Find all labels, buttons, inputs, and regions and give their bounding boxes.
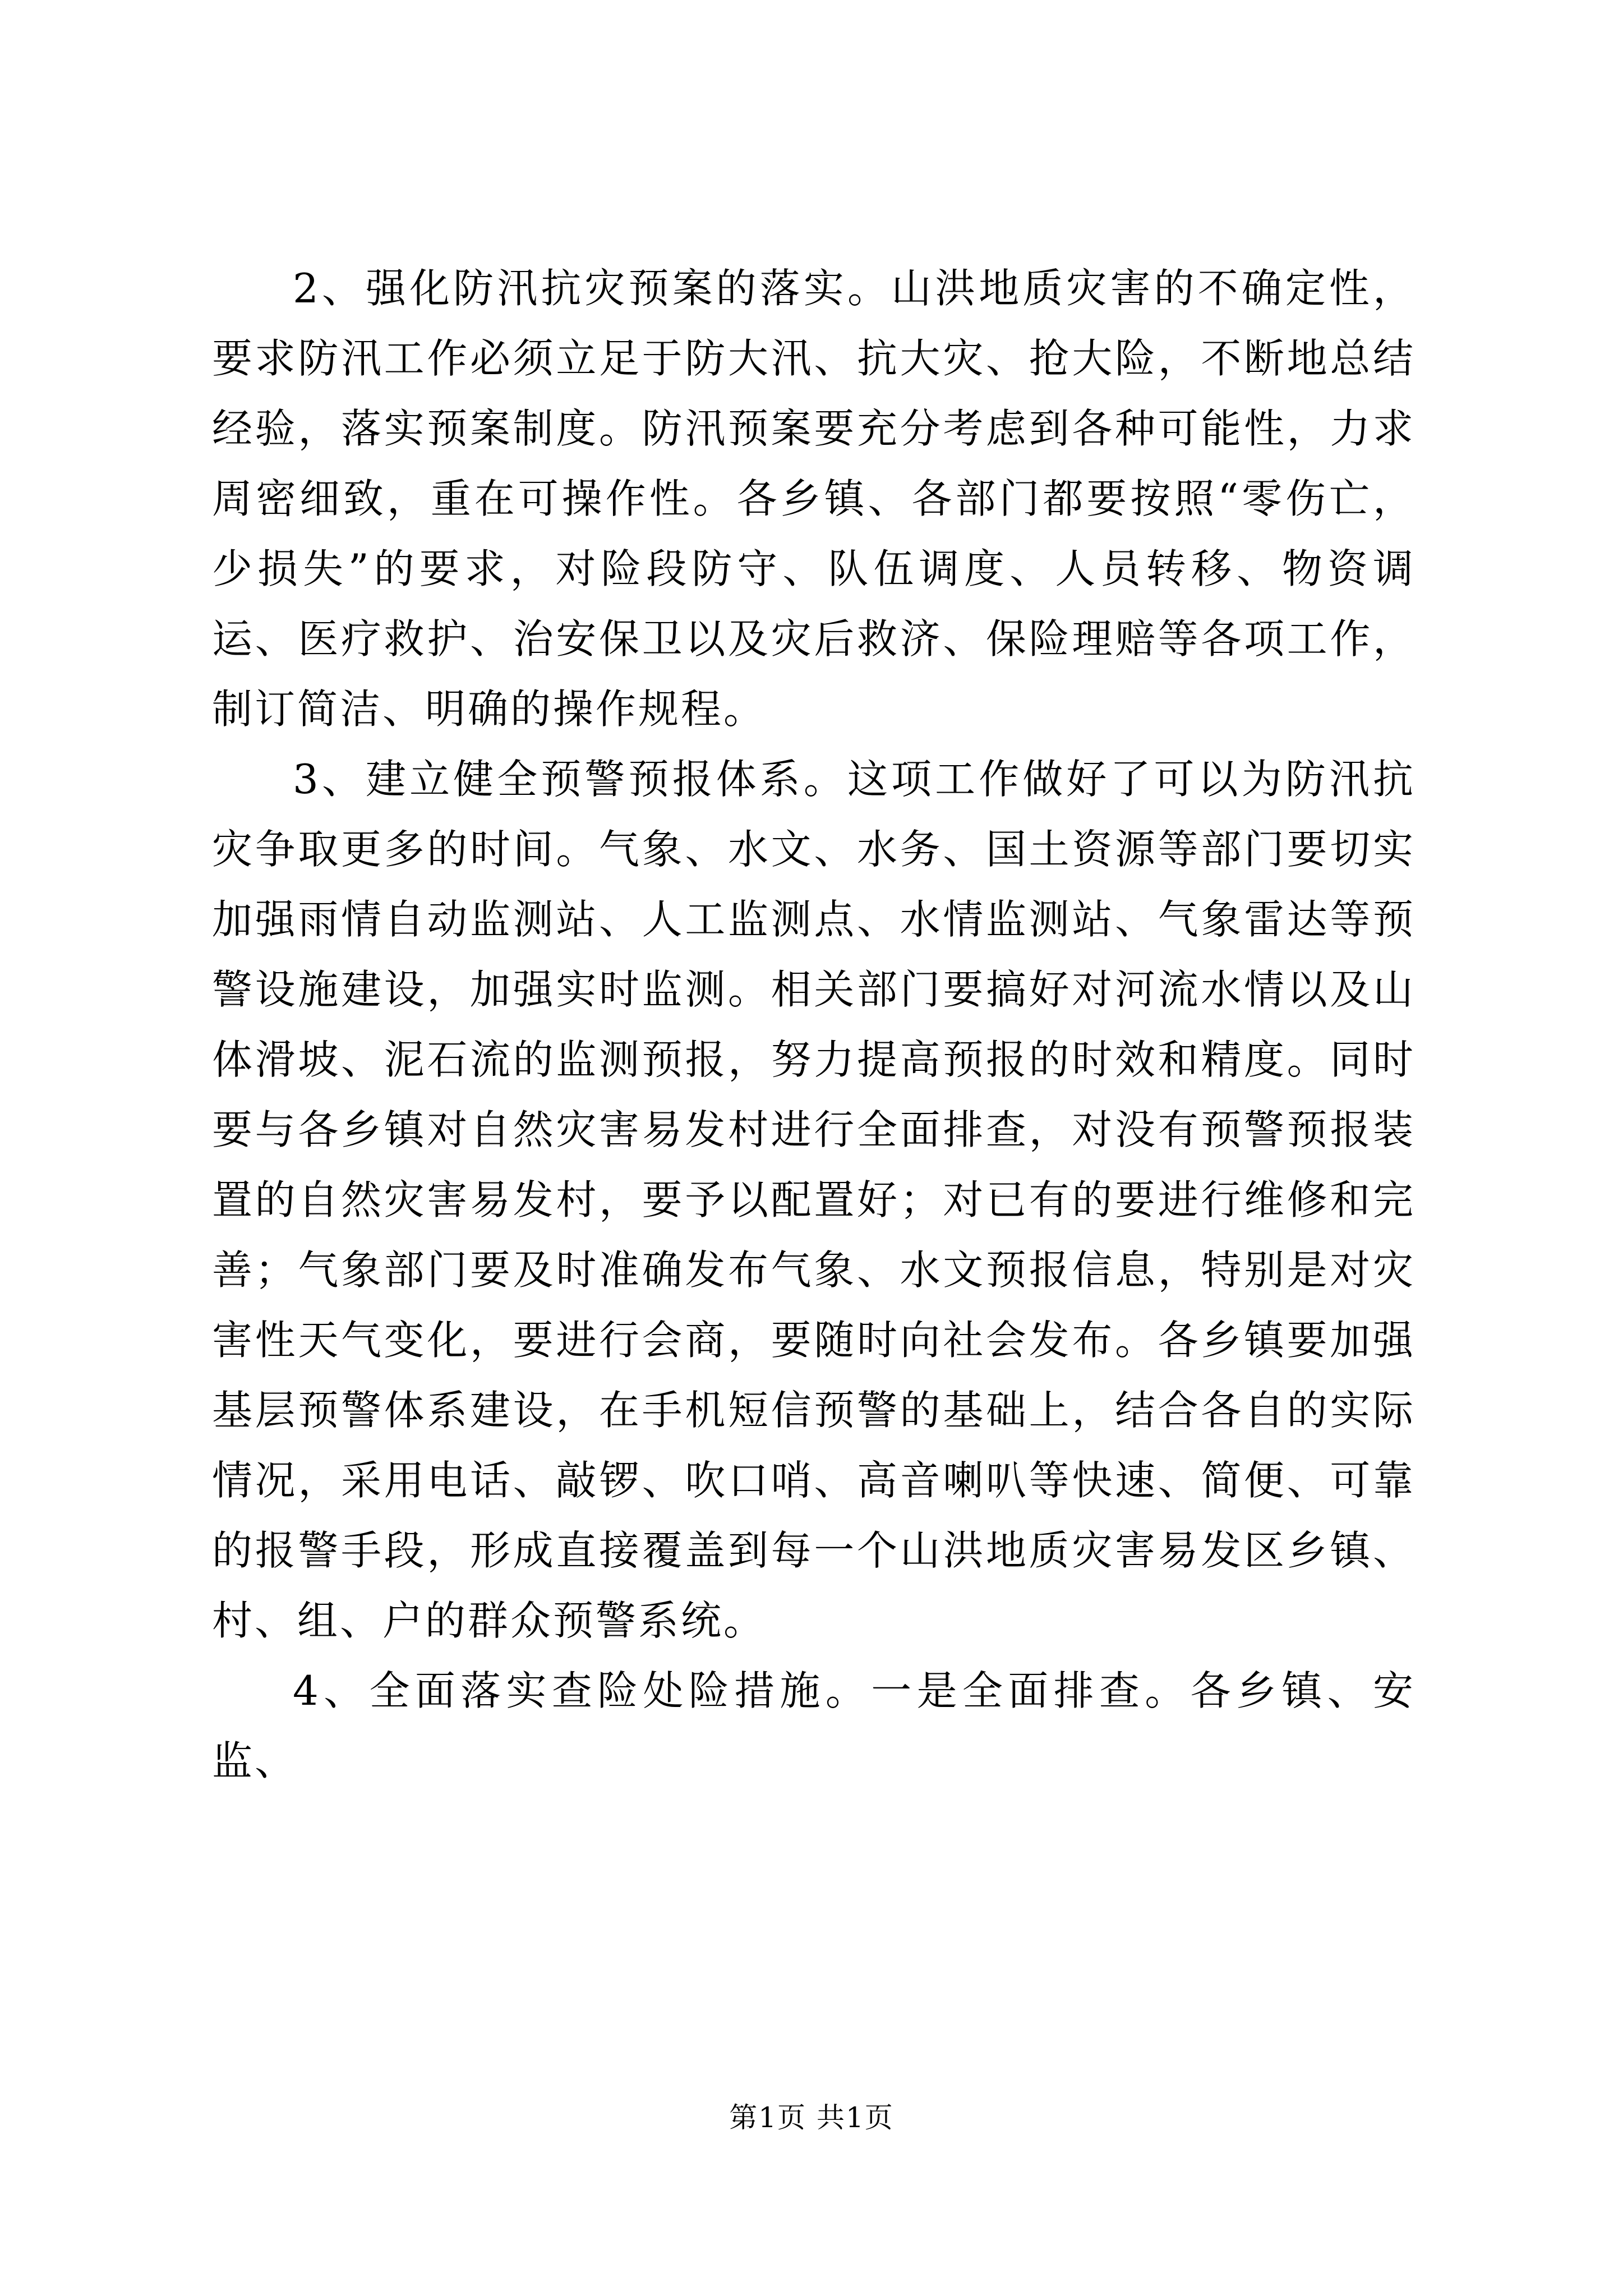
page-footer: 第1页 共1页 <box>729 2101 894 2134</box>
paragraph-2-flood-plan: 2、强化防汛抗灾预案的落实。山洪地质灾害的不确定性，要求防汛工作必须立足于防大汛、抗大灾、抢大险，不断地总结经验，落实预案制度。防汛预案要充分考虑到各种可能性，力求周密细致，重在可操作性。各乡镇、各部门都要按照“零伤亡，少损失”的要求，对险段防守、队伍调度、人员转移、物资调运、医疗救护、治安保卫以及灾后救济、保险理赔等各项工作，制订简洁、明确的操作规程。 <box>212 265 1415 733</box>
document-body <box>212 254 1415 1796</box>
paragraph-4-risk-inspection: 4、全面落实查险处险措施。一是全面排查。各乡镇、安监、 <box>212 1667 1415 1784</box>
paragraph-3-warning-system: 3、建立健全预警预报体系。这项工作做好了可以为防汛抗灾争取更多的时间。气象、水文、水务、国土资源等部门要切实加强雨情自动监测站、人工监测点、水情监测站、气象雷达等预警设施建设，加强实时监测。相关部门要搞好对河流水情以及山体滑坡、泥石流的监测预报，努力提高预报的时效和精度。同时要与各乡镇对自然灾害易发村进行全面排查，对没有预警预报装置的自然灾害易发村，要予以配置好；对已有的要进行维修和完善；气象部门要及时准确发布气象、水文预报信息，特别是对灾害性天气变化，要进行会商，要随时向社会发布。各乡镇要加强基层预警体系建设，在手机短信预警的基础上，结合各自的实际情况，采用电话、敲锣、吹口哨、高音喇叭等快速、简便、可靠的报警手段，形成直接覆盖到每一个山洪地质灾害易发区乡镇、村、组、户的群众预警系统。 <box>212 756 1415 1644</box>
